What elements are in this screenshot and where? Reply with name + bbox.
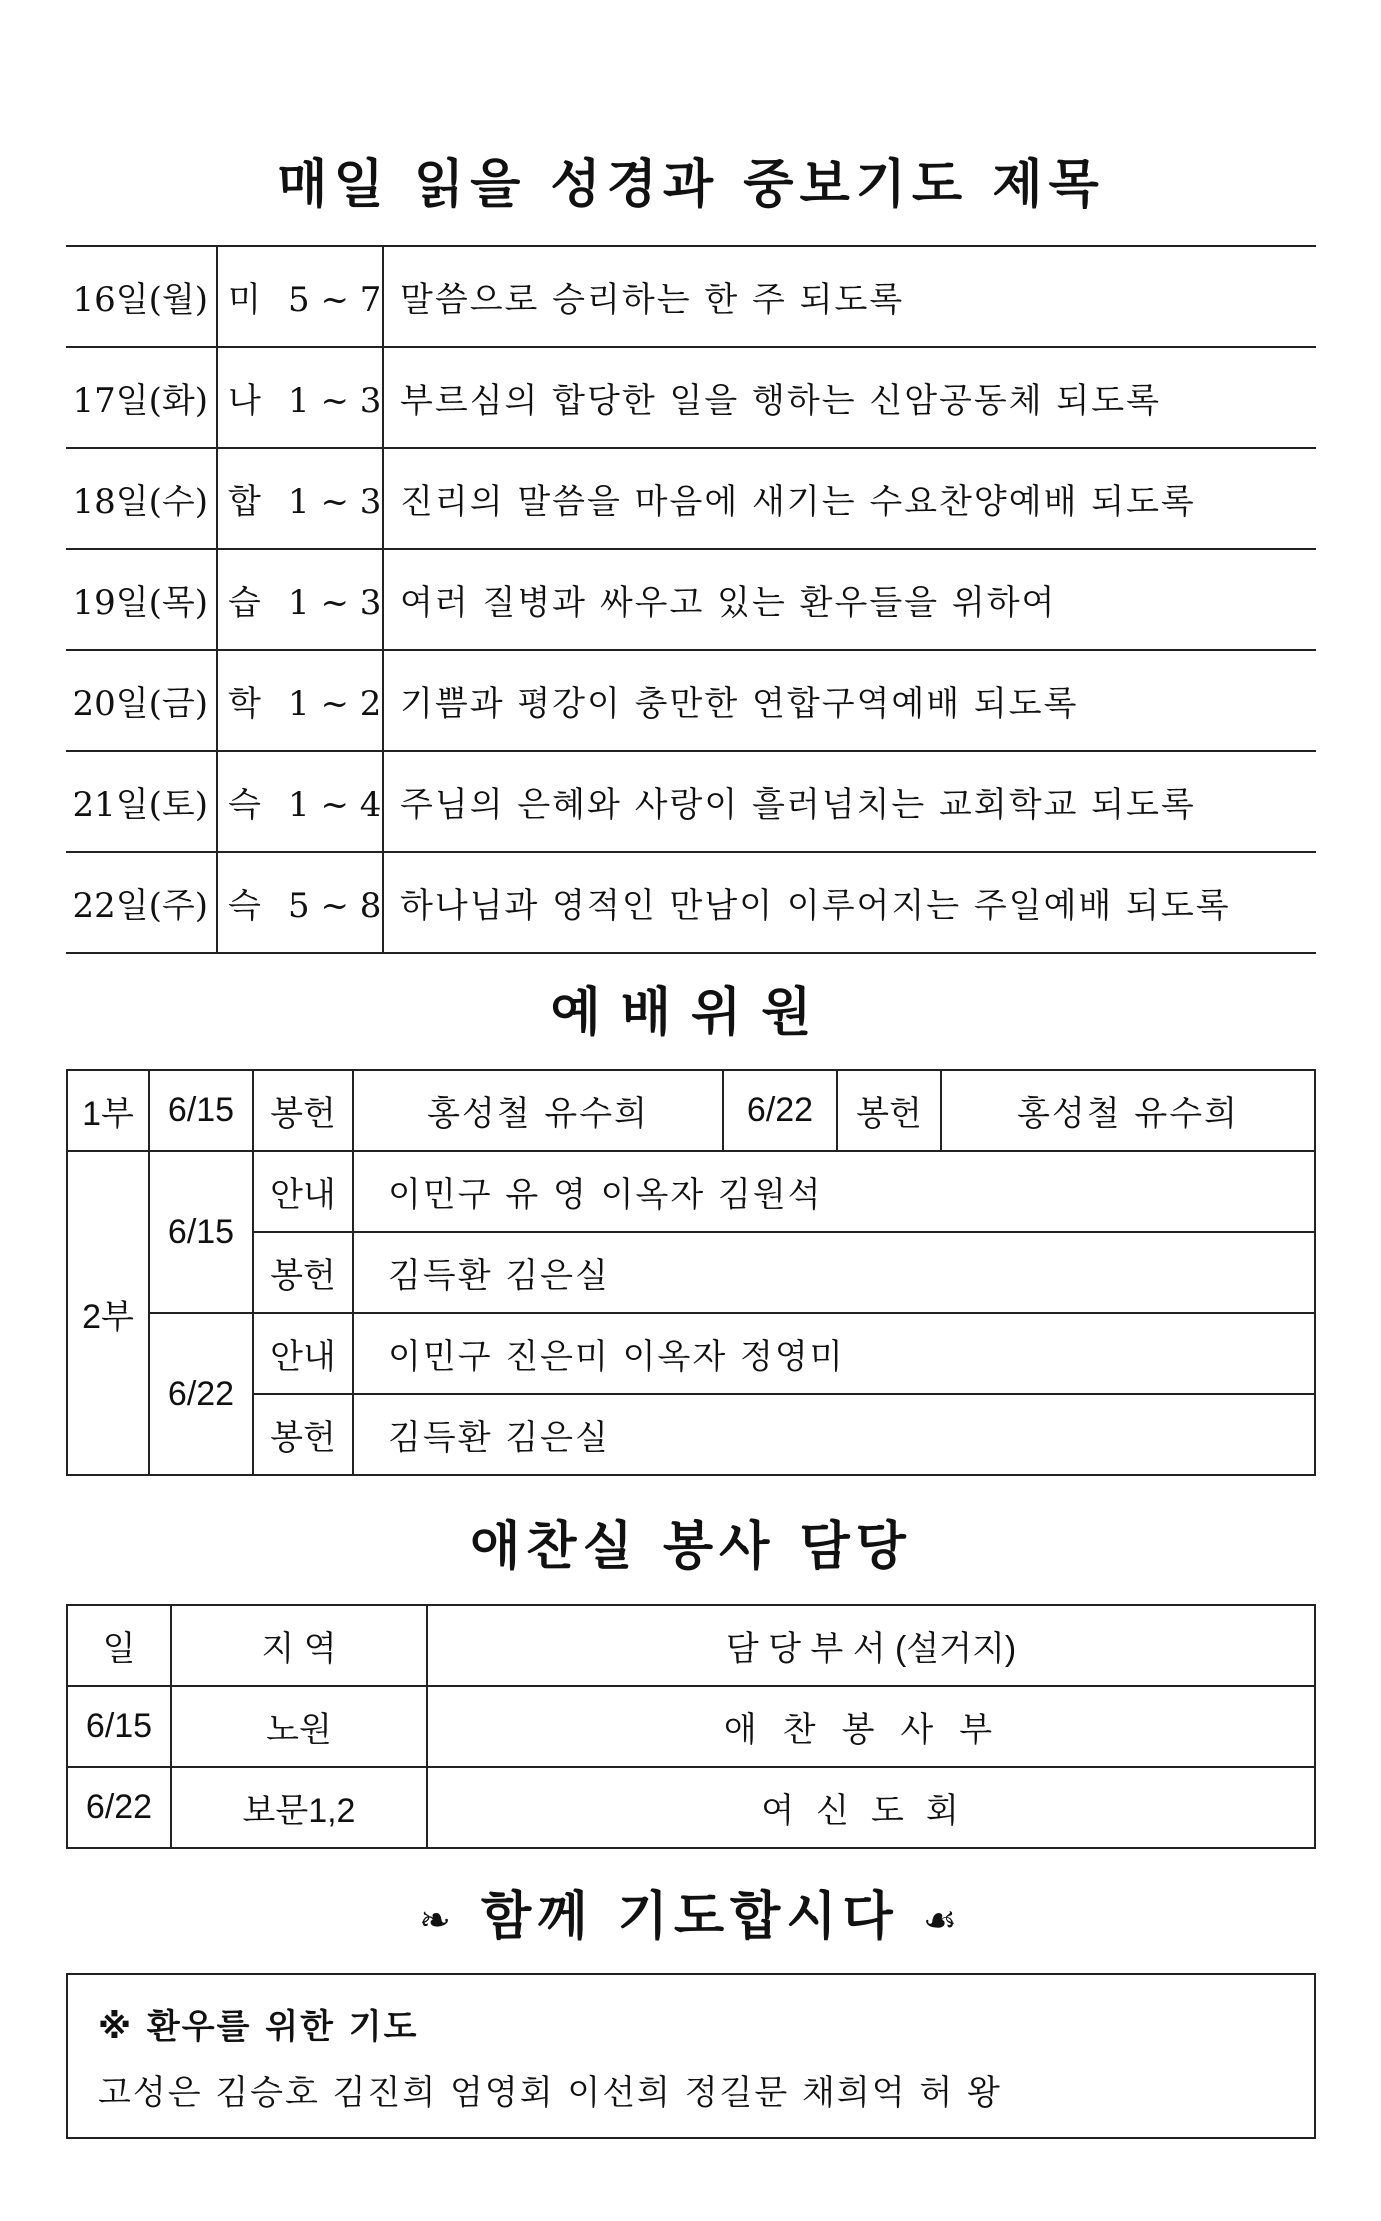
prayer-topic: 진리의 말씀을 마음에 새기는 수요찬양예배 되도록 xyxy=(383,448,1316,549)
table-row xyxy=(67,1070,1315,1151)
book-cell xyxy=(217,751,383,852)
prayer-topic: 부르심의 합당한 일을 행하는 신암공동체 되도록 xyxy=(383,347,1316,448)
day-cell: 16일(월) xyxy=(66,246,217,347)
prayer-topic: 말씀으로 승리하는 한 주 되도록 xyxy=(383,246,1316,347)
day-cell: 18일(수) xyxy=(66,448,217,549)
table-row xyxy=(66,650,1316,751)
chapter-range: 5 ~ 7 xyxy=(288,280,382,320)
prayer-topic: 주님의 은혜와 사랑이 흘러넘치는 교회학교 되도록 xyxy=(383,751,1316,852)
book-name: 슥 xyxy=(228,886,261,926)
day-cell: 20일(금) xyxy=(66,650,217,751)
worship-committee-title: 예배위원 xyxy=(550,983,832,1043)
part1-role1: 봉헌 xyxy=(253,1070,353,1151)
book-cell xyxy=(217,347,383,448)
book-name: 학 xyxy=(228,684,261,724)
part1-names1: 홍성철 유수희 xyxy=(353,1070,723,1151)
prayer-heading: ※ 환우를 위한 기도 xyxy=(98,2007,419,2047)
part2-usher-names1: 이민구 유 영 이옥자 김원석 xyxy=(353,1151,1315,1232)
table-row xyxy=(66,246,1316,347)
prayer-names: 고성은 김승호 김진희 엄영회 이선희 정길문 채희억 허 왕 xyxy=(98,2073,1002,2113)
part2-usher-role1: 안내 xyxy=(253,1151,353,1232)
header-region: 지 역 xyxy=(171,1605,427,1686)
service-region: 보문1,2 xyxy=(171,1767,427,1848)
table-row xyxy=(66,549,1316,650)
part1-role2: 봉헌 xyxy=(837,1070,941,1151)
day-cell: 22일(주) xyxy=(66,852,217,953)
day-cell: 17일(화) xyxy=(66,347,217,448)
service-date: 6/15 xyxy=(67,1686,171,1767)
book-cell xyxy=(217,650,383,751)
header-date: 일 xyxy=(67,1605,171,1686)
service-duty-table xyxy=(66,1604,1316,1849)
prayer-box xyxy=(66,1973,1316,2139)
page-title: 매일 읽을 성경과 중보기도 제목 xyxy=(277,155,1105,215)
service-region: 노원 xyxy=(171,1686,427,1767)
book-name: 나 xyxy=(228,381,261,421)
table-row xyxy=(67,1394,1315,1475)
table-row xyxy=(67,1151,1315,1232)
book-cell xyxy=(217,246,383,347)
fleuron-right-icon: ☙ xyxy=(922,1898,963,1942)
prayer-topic: 여러 질병과 싸우고 있는 환우들을 위하여 xyxy=(383,549,1316,650)
table-header-row xyxy=(67,1605,1315,1686)
service-date: 6/22 xyxy=(67,1767,171,1848)
book-name: 슥 xyxy=(228,785,261,825)
day-cell: 19일(목) xyxy=(66,549,217,650)
table-row xyxy=(67,1767,1315,1848)
pray-together-title xyxy=(66,1882,1316,1955)
part1-date2: 6/22 xyxy=(723,1070,837,1151)
part2-label: 2부 xyxy=(67,1151,149,1475)
prayer-topic: 기쁨과 평강이 충만한 연합구역예배 되도록 xyxy=(383,650,1316,751)
book-name: 미 xyxy=(228,280,261,320)
chapter-range: 1 ~ 3 xyxy=(288,381,382,421)
part2-usher-role2: 안내 xyxy=(253,1313,353,1394)
part2-date2: 6/22 xyxy=(149,1313,253,1475)
book-cell xyxy=(217,448,383,549)
part2-usher-names2: 이민구 진은미 이옥자 정영미 xyxy=(353,1313,1315,1394)
part2-date1: 6/15 xyxy=(149,1151,253,1313)
part2-offer-role2: 봉헌 xyxy=(253,1394,353,1475)
part1-date1: 6/15 xyxy=(149,1070,253,1151)
reading-schedule-table xyxy=(66,245,1316,954)
book-name: 습 xyxy=(228,583,261,623)
prayer-topic: 하나님과 영적인 만남이 이루어지는 주일예배 되도록 xyxy=(383,852,1316,953)
part2-offer-role1: 봉헌 xyxy=(253,1232,353,1313)
part2-offer-names1: 김득환 김은실 xyxy=(353,1232,1315,1313)
chapter-range: 1 ~ 4 xyxy=(288,785,382,825)
table-row xyxy=(67,1686,1315,1767)
table-row xyxy=(67,1313,1315,1394)
table-row xyxy=(67,1232,1315,1313)
chapter-range: 5 ~ 8 xyxy=(288,886,382,926)
part1-label: 1부 xyxy=(67,1070,149,1151)
header-dept: 담 당 부 서 (설거지) xyxy=(427,1605,1315,1686)
chapter-range: 1 ~ 3 xyxy=(288,583,382,623)
day-cell: 21일(토) xyxy=(66,751,217,852)
chapter-range: 1 ~ 3 xyxy=(288,482,382,522)
part2-offer-names2: 김득환 김은실 xyxy=(353,1394,1315,1475)
table-row xyxy=(66,751,1316,852)
book-name: 합 xyxy=(228,482,261,522)
service-duty-title: 애찬실 봉사 담당 xyxy=(470,1517,912,1577)
part1-names2: 홍성철 유수희 xyxy=(941,1070,1315,1151)
service-dept: 여신도회 xyxy=(427,1767,1315,1848)
fleuron-left-icon: ❧ xyxy=(419,1898,457,1942)
pray-together-text: 함께 기도합시다 xyxy=(481,1887,899,1947)
table-row xyxy=(66,448,1316,549)
book-cell xyxy=(217,852,383,953)
worship-committee-table xyxy=(66,1069,1316,1476)
book-cell xyxy=(217,549,383,650)
chapter-range: 1 ~ 2 xyxy=(288,684,382,724)
table-row xyxy=(66,347,1316,448)
service-dept: 애찬봉사부 xyxy=(427,1686,1315,1767)
table-row xyxy=(66,852,1316,953)
